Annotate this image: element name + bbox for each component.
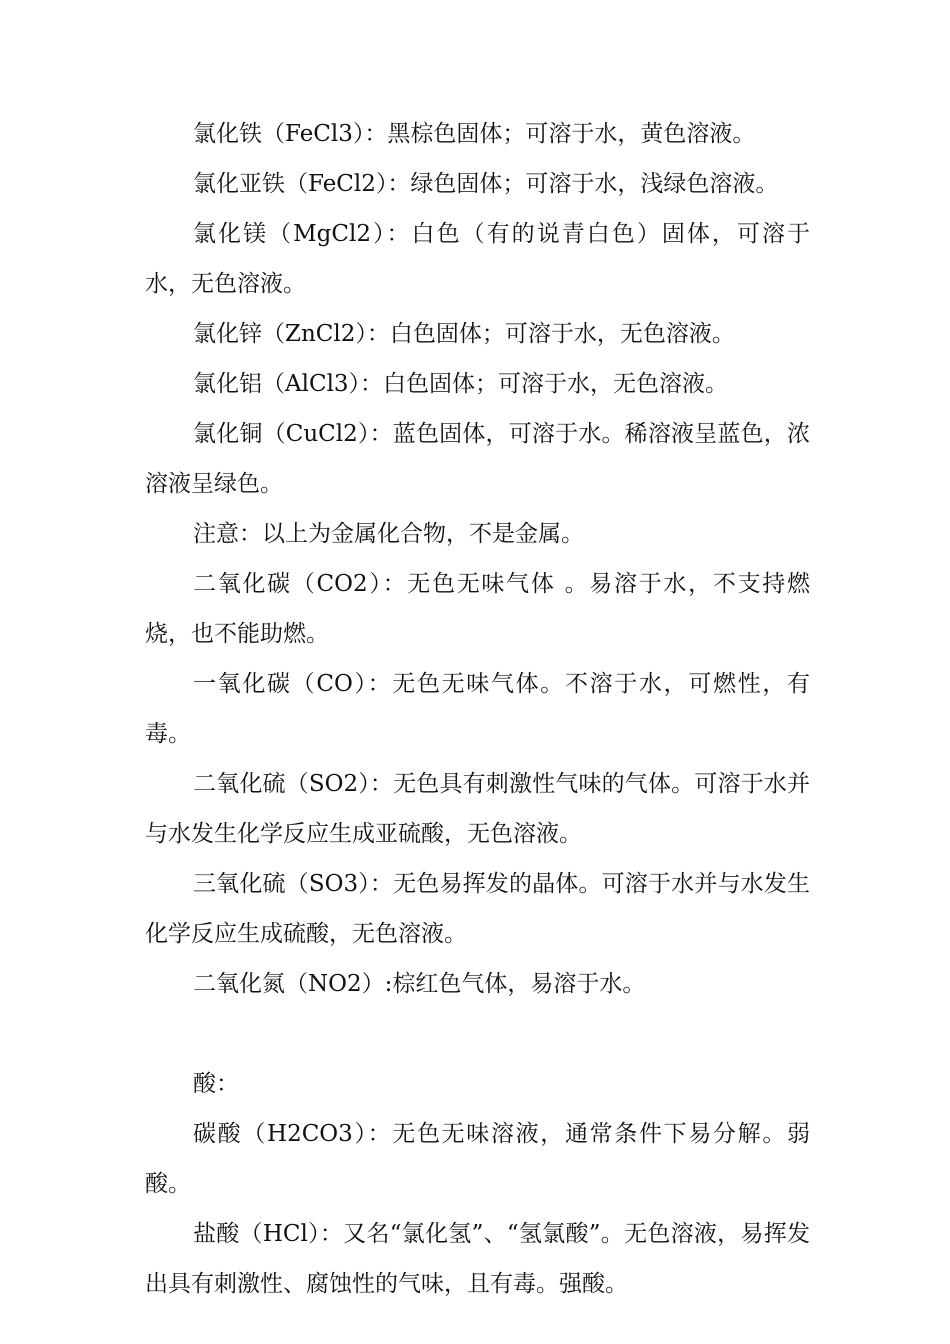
document-body [145, 109, 810, 1309]
paragraph-aluminum-chloride: 氯化铝（AlCl3）：白色固体；可溶于水，无色溶液。 [193, 371, 729, 397]
paragraph-carbonic-acid: 碳酸（H2CO3）：无色无味溶液，通常条件下易分解。弱酸。 [145, 1121, 810, 1197]
paragraph-note: 注意：以上为金属化合物，不是金属。 [193, 521, 584, 547]
paragraph-carbon-monoxide: 一氧化碳（CO）：无色无味气体。不溶于水，可燃性，有毒。 [145, 671, 810, 747]
paragraph-carbon-dioxide: 二氧化碳（CO2）：无色无味气体 。易溶于水，不支持燃烧，也不能助燃。 [145, 571, 810, 647]
paragraph-sulfur-dioxide: 二氧化硫（SO2）：无色具有刺激性气味的气体。可溶于水并与水发生化学反应生成亚硫酸，无色溶液。 [145, 771, 810, 847]
paragraph-ferric-chloride: 氯化铁（FeCl3）：黑棕色固体；可溶于水，黄色溶液。 [193, 121, 756, 147]
paragraph-nitrogen-dioxide: 二氧化氮（NO2）:棕红色气体，易溶于水。 [193, 971, 646, 997]
paragraph-magnesium-chloride: 氯化镁（MgCl2）：白色（有的说青白色）固体，可溶于水，无色溶液。 [145, 221, 810, 297]
paragraph-sulfur-trioxide: 三氧化硫（SO3）：无色易挥发的晶体。可溶于水并与水发生化学反应生成硫酸，无色溶液。 [145, 871, 810, 947]
paragraph-zinc-chloride: 氯化锌（ZnCl2）：白色固体；可溶于水，无色溶液。 [193, 321, 735, 347]
blank-line [145, 1009, 810, 1059]
paragraph-copper-chloride: 氯化铜（CuCl2）：蓝色固体，可溶于水。稀溶液呈蓝色，浓溶液呈绿色。 [145, 421, 810, 497]
section-heading-acids: 酸： [193, 1071, 239, 1097]
paragraph-hydrochloric-acid: 盐酸（HCl）：又名“氯化氢”、“氢氯酸”。无色溶液，易挥发出具有刺激性、腐蚀性的气味，且有毒。强酸。 [145, 1221, 810, 1297]
paragraph-ferrous-chloride: 氯化亚铁（FeCl2）：绿色固体；可溶于水，浅绿色溶液。 [193, 171, 779, 197]
